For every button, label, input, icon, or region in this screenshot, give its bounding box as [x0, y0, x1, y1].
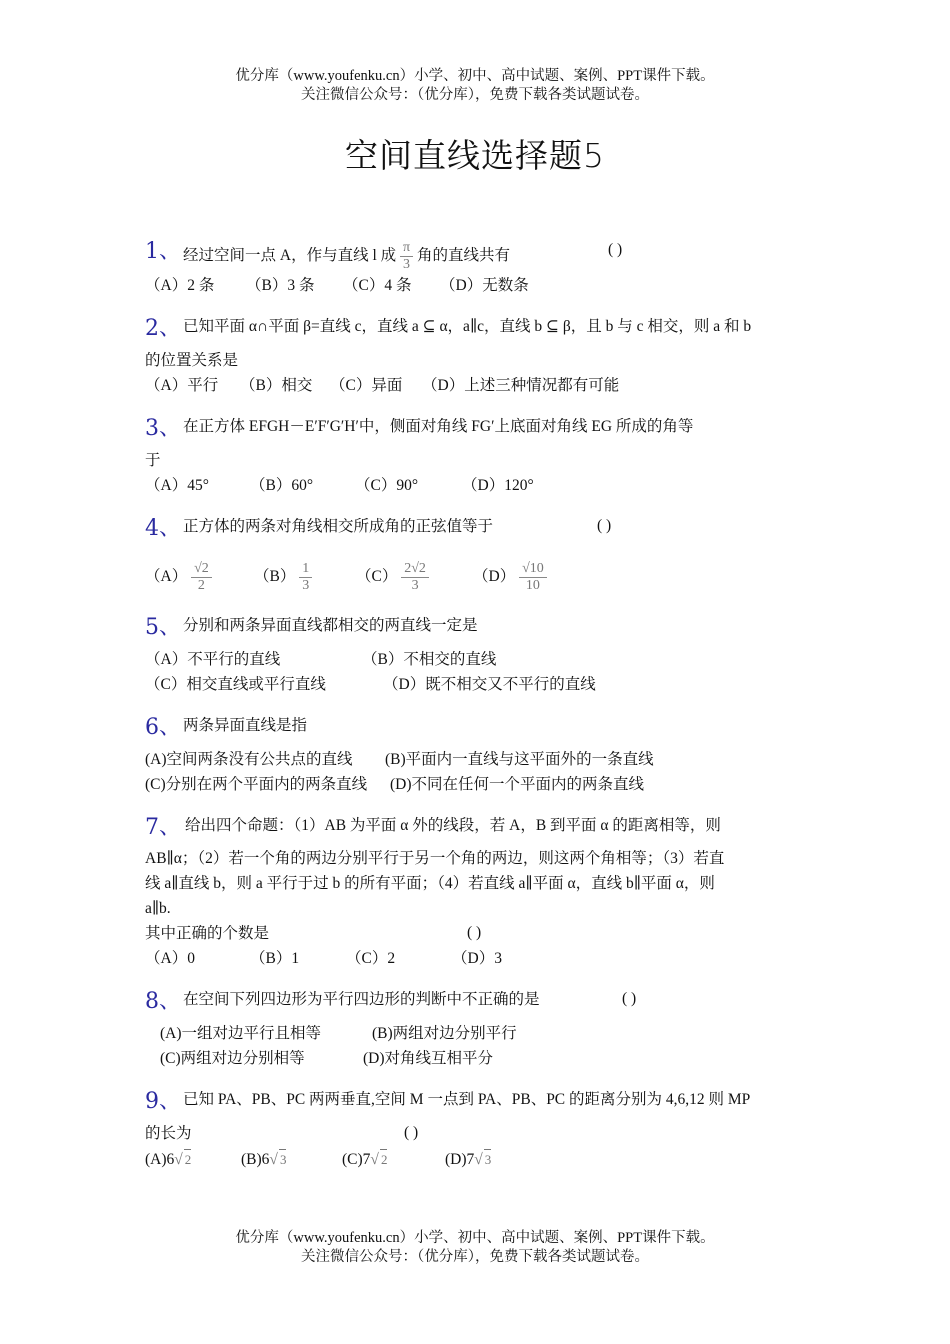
fraction-denominator: 3 [302, 578, 310, 593]
question-5-option-c: （C）相交直线或平行直线 [145, 676, 326, 693]
question-5-number: 5、 [145, 615, 181, 640]
radicand: 3 [484, 1149, 492, 1170]
question-7-option-b: （B）1 [250, 950, 300, 967]
option-a-label: （A） [145, 568, 188, 586]
sqrt-icon: √ [174, 1151, 183, 1168]
question-2-line-2: 的位置关系是 [145, 352, 239, 369]
page-header-line-1: 优分库（www.youfenku.cn）小学、初中、高中试题、案例、PPT课件下载。 [235, 68, 715, 84]
question-6-option-c: (C)分别在两个平面内的两条直线 [145, 776, 368, 793]
page-header-line-2: 关注微信公众号：（优分库），免费下载各类试题试卷。 [301, 87, 649, 103]
question-2-option-b: （B）相交 [240, 377, 313, 394]
option-a-fraction [191, 561, 212, 594]
question-4-option-d [473, 561, 547, 594]
question-7-line-1: 给出四个命题：（1）AB 为平面 α 外的线段，若 A，B 到平面 α 的距离相等，则 [185, 817, 721, 834]
option-b-label: (B)6 [241, 1151, 270, 1168]
option-c-label: （C） [356, 568, 398, 586]
option-d-fraction [519, 561, 547, 594]
question-5-option-b: （B）不相交的直线 [362, 651, 497, 668]
question-7-answer-blank: ( ) [467, 924, 482, 941]
sqrt-icon: √ [370, 1151, 379, 1168]
question-5-line-1: 分别和两条异面直线都相交的两直线一定是 [183, 617, 478, 634]
question-7-option-d: （D）3 [452, 950, 502, 967]
question-2-line-1: 已知平面 α∩平面 β=直线 c，直线 a ⊆ α，a∥c，直线 b ⊆ β，且 b 与 c 相交，则 a 和 b [183, 318, 752, 335]
question-9-number: 9、 [145, 1089, 181, 1114]
question-3-line-2: 于 [145, 452, 161, 469]
question-7-line-4: a∥b. [145, 900, 171, 917]
fraction-numerator: 2√2 [401, 561, 429, 578]
question-1-option-a: （A）2 条 [145, 277, 215, 294]
question-5-option-a: （A）不平行的直线 [145, 651, 281, 668]
question-8-answer-blank: ( ) [622, 990, 637, 1007]
fraction-denominator: 3 [411, 578, 419, 593]
sqrt-icon: √ [269, 1151, 278, 1168]
question-9-option-b [241, 1149, 286, 1170]
question-7-line-5: 其中正确的个数是 [145, 925, 270, 942]
question-3-line-1: 在正方体 EFGH－E′F′G′H′中，侧面对角线 FG′上底面对角线 EG 所成的角等 [183, 418, 694, 435]
question-1-option-b: （B）3 条 [246, 277, 315, 294]
question-8-option-d: (D)对角线互相平分 [363, 1050, 494, 1067]
fraction-denominator: 10 [525, 578, 540, 593]
question-8-option-a: (A)一组对边平行且相等 [160, 1025, 322, 1042]
option-d-label: （D） [473, 568, 516, 586]
option-a-label: (A)6 [145, 1151, 175, 1168]
question-3-option-d: （D）120° [462, 477, 534, 494]
fraction-numerator: π [400, 240, 413, 257]
question-7-line-3: 线 a∥直线 b，则 a 平行于过 b 的所有平面；（4）若直线 a∥平面 α，直线 b∥平面 α，则 [145, 875, 715, 892]
question-9-line-2: 的长为 [145, 1125, 192, 1142]
question-9-option-a [145, 1149, 191, 1170]
question-1-text-b: 角的直线共有 [416, 247, 510, 265]
option-b-label: （B） [254, 568, 296, 586]
question-1-stem [183, 240, 510, 273]
question-2-number: 2、 [145, 316, 181, 341]
sqrt-icon: √ [474, 1151, 483, 1168]
pi-over-3-fraction [400, 240, 413, 273]
question-1-answer-blank: ( ) [608, 241, 623, 258]
question-2-option-c: （C）异面 [330, 377, 403, 394]
question-6-line-1: 两条异面直线是指 [183, 717, 308, 734]
question-1-option-d: （D）无数条 [440, 277, 529, 294]
question-8-line-1: 在空间下列四边形为平行四边形的判断中不正确的是 [183, 991, 540, 1008]
question-6-option-b: (B)平面内一直线与这平面外的一条直线 [385, 751, 654, 768]
fraction-numerator: √10 [519, 561, 547, 578]
radicand: 2 [184, 1149, 192, 1170]
option-c-label: (C)7 [342, 1151, 371, 1168]
page-footer-line-1: 优分库（www.youfenku.cn）小学、初中、高中试题、案例、PPT课件下载。 [235, 1230, 715, 1246]
question-3-number: 3、 [145, 416, 181, 441]
question-1-text-a: 经过空间一点 A，作与直线 l 成 [183, 247, 397, 265]
question-4-option-b [254, 561, 312, 594]
question-9-option-d [445, 1149, 491, 1170]
fraction-numerator: √2 [191, 561, 212, 578]
option-c-fraction [401, 561, 429, 594]
question-7-number: 7、 [145, 815, 181, 840]
question-4-option-c [356, 561, 429, 594]
question-1-option-c: （C）4 条 [343, 277, 412, 294]
question-4-number: 4、 [145, 516, 181, 541]
question-9-option-c [342, 1149, 387, 1170]
question-5-option-d: （D）既不相交又不平行的直线 [383, 676, 596, 693]
question-4-option-a [145, 561, 212, 594]
question-3-option-a: （A）45° [145, 477, 209, 494]
radicand: 2 [380, 1149, 388, 1170]
option-b-fraction [299, 561, 312, 594]
question-8-option-c: (C)两组对边分别相等 [160, 1050, 305, 1067]
question-8-number: 8、 [145, 989, 181, 1014]
question-3-option-c: （C）90° [355, 477, 419, 494]
question-6-option-a: (A)空间两条没有公共点的直线 [145, 751, 353, 768]
question-6-number: 6、 [145, 715, 181, 740]
page-footer-line-2: 关注微信公众号：（优分库），免费下载各类试题试卷。 [301, 1249, 649, 1265]
question-2-option-a: （A）平行 [145, 377, 219, 394]
question-9-answer-blank: ( ) [404, 1124, 419, 1141]
fraction-denominator: 3 [403, 257, 411, 272]
question-7-option-c: （C）2 [346, 950, 396, 967]
fraction-numerator: 1 [299, 561, 312, 578]
question-9-line-1: 已知 PA、PB、PC 两两垂直,空间 M 一点到 PA、PB、PC 的距离分别为 4,6,12 则 MP [183, 1091, 751, 1108]
question-8-option-b: (B)两组对边分别平行 [372, 1025, 517, 1042]
question-3-option-b: （B）60° [250, 477, 314, 494]
fraction-denominator: 2 [197, 578, 205, 593]
question-7-line-2: AB∥α；（2）若一个角的两边分别平行于另一个角的两边，则这两个角相等；（3）若直 [145, 850, 725, 867]
radicand: 3 [279, 1149, 287, 1170]
question-7-option-a: （A）0 [145, 950, 195, 967]
document-title: 空间直线选择题5 [345, 136, 605, 175]
question-2-option-d: （D）上述三种情况都有可能 [422, 377, 620, 394]
option-d-label: (D)7 [445, 1151, 475, 1168]
question-6-option-d: (D)不同在任何一个平面内的两条直线 [390, 776, 645, 793]
question-4-line-1: 正方体的两条对角线相交所成角的正弦值等于 [183, 518, 494, 535]
question-1-number: 1、 [145, 239, 181, 264]
question-4-answer-blank: ( ) [597, 517, 612, 534]
